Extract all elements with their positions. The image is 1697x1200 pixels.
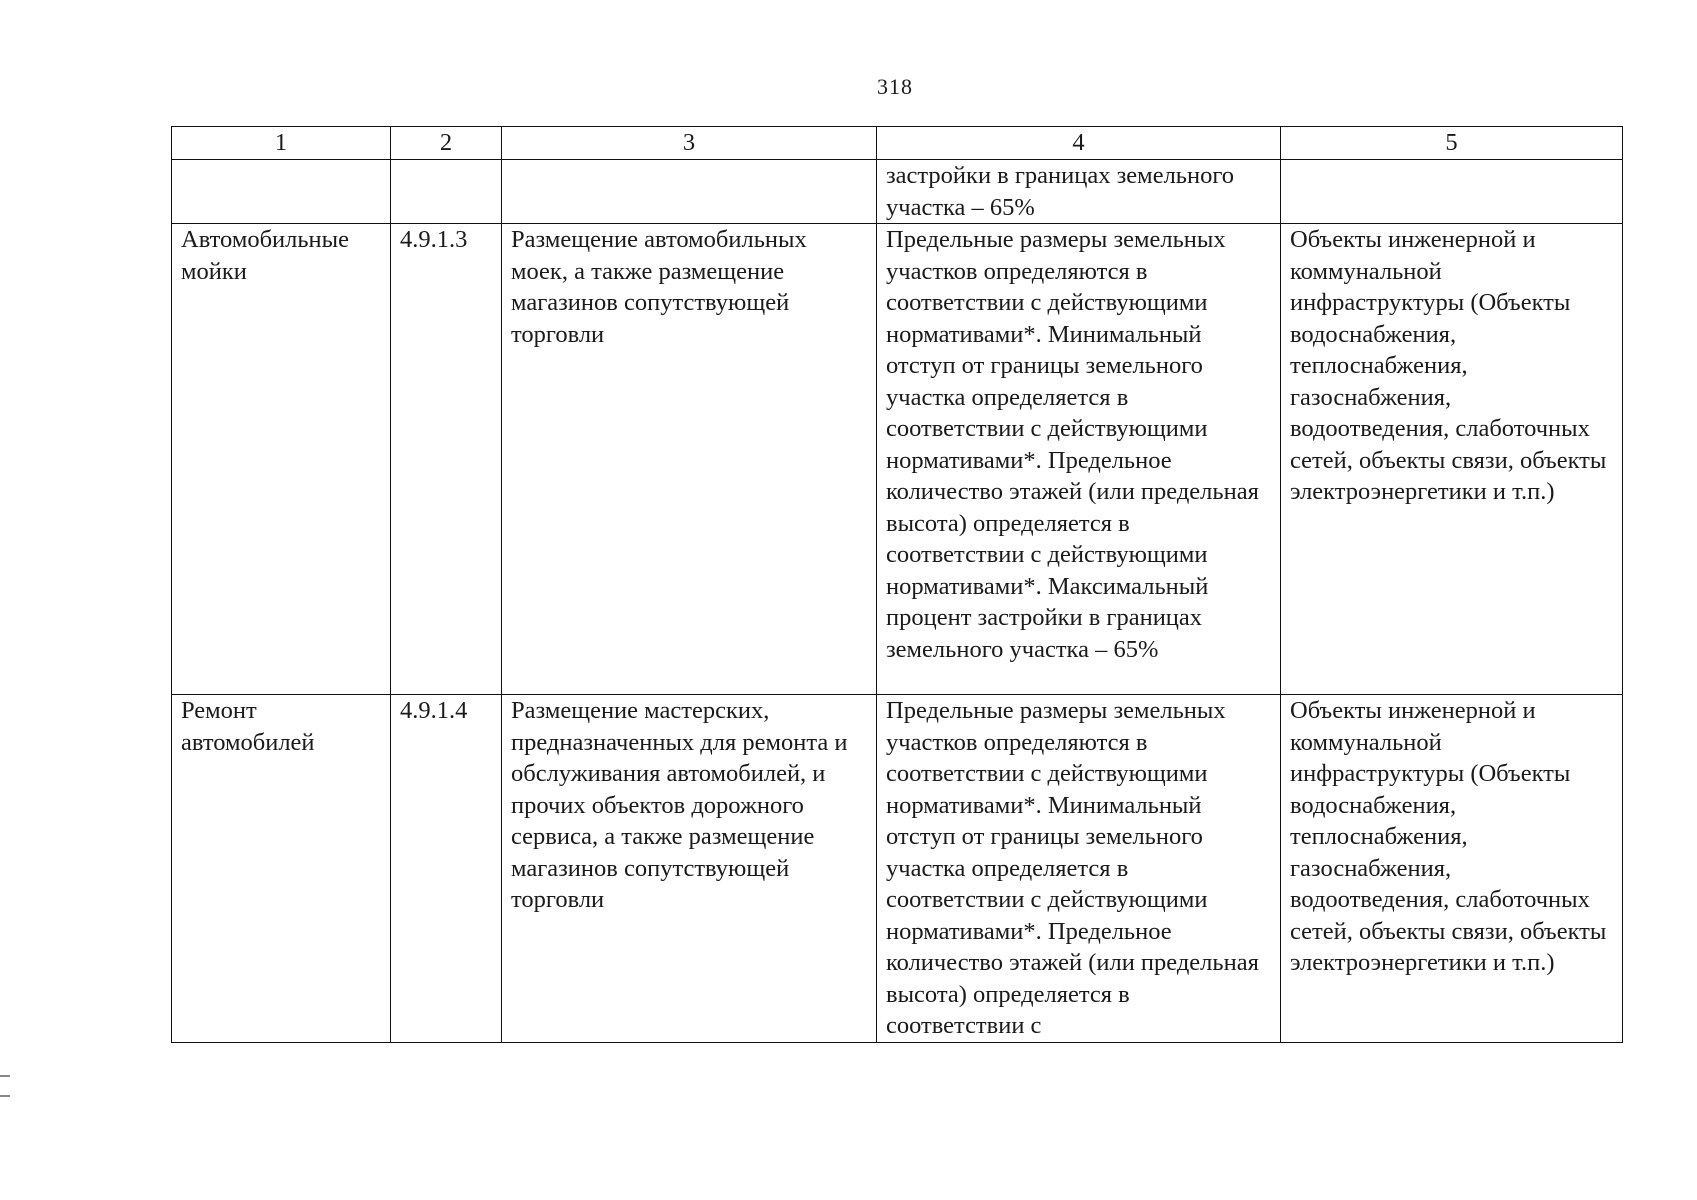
- table-row-continued: [172, 160, 1623, 224]
- column-header-2: 2: [391, 127, 502, 160]
- scan-edge-mark: [0, 1075, 10, 1077]
- cell-use-name: Автомобильные мойки: [172, 224, 391, 695]
- table-row: [172, 224, 1623, 695]
- cell-auxiliary-objects: Объекты инженерной и коммунальной инфраструктуры (Объекты водоснабжения, теплоснабжения, газоснабжения, водоотведения, слаботочных сетей, объекты связи, объекты электроэнергетики и т.п.): [1281, 224, 1623, 695]
- column-header-4: 4: [877, 127, 1281, 160]
- cell-parameters: Предельные размеры земельных участков определяются в соответствии с действующими нормативами*. Минимальный отступ от границы земельного участка определяется в соответствии с действующими нормативами*. Предельное количество этажей (или предельная высота) определяется в соответствии с действующими нормативами*. Максимальный процент застройки в границах земельного участка – 65%: [877, 224, 1281, 695]
- cell-use-description: Размещение автомобильных моек, а также размещение магазинов сопутствующей торговли: [502, 224, 877, 695]
- cell-auxiliary-objects: Объекты инженерной и коммунальной инфраструктуры (Объекты водоснабжения, теплоснабжения, газоснабжения, водоотведения, слаботочных сетей, объекты связи, объекты электроэнергетики и т.п.): [1281, 695, 1623, 1043]
- cell-parameters-continued: застройки в границах земельного участка – 65%: [877, 160, 1281, 224]
- column-header-5: 5: [1281, 127, 1623, 160]
- table-row: [172, 695, 1623, 1043]
- cell-use-code: 4.9.1.4: [391, 695, 502, 1043]
- cell-parameters: Предельные размеры земельных участков определяются в соответствии с действующими нормативами*. Минимальный отступ от границы земельного участка определяется в соответствии с действующими нормативами*. Предельное количество этажей (или предельная высота) определяется в соответствии с: [877, 695, 1281, 1043]
- cell-use-description: Размещение мастерских, предназначенных для ремонта и обслуживания автомобилей, и прочих объектов дорожного сервиса, а также размещение магазинов сопутствующей торговли: [502, 695, 877, 1043]
- cell-empty: [172, 160, 391, 224]
- column-header-3: 3: [502, 127, 877, 160]
- table-header-row: [172, 127, 1623, 160]
- cell-empty: [1281, 160, 1623, 224]
- column-header-1: 1: [172, 127, 391, 160]
- scan-edge-mark: [0, 1095, 10, 1097]
- cell-use-name: Ремонт автомобилей: [172, 695, 391, 1043]
- cell-use-code: 4.9.1.3: [391, 224, 502, 695]
- cell-empty: [502, 160, 877, 224]
- zoning-table: [171, 126, 1623, 1043]
- page-number: 318: [877, 74, 913, 99]
- cell-empty: [391, 160, 502, 224]
